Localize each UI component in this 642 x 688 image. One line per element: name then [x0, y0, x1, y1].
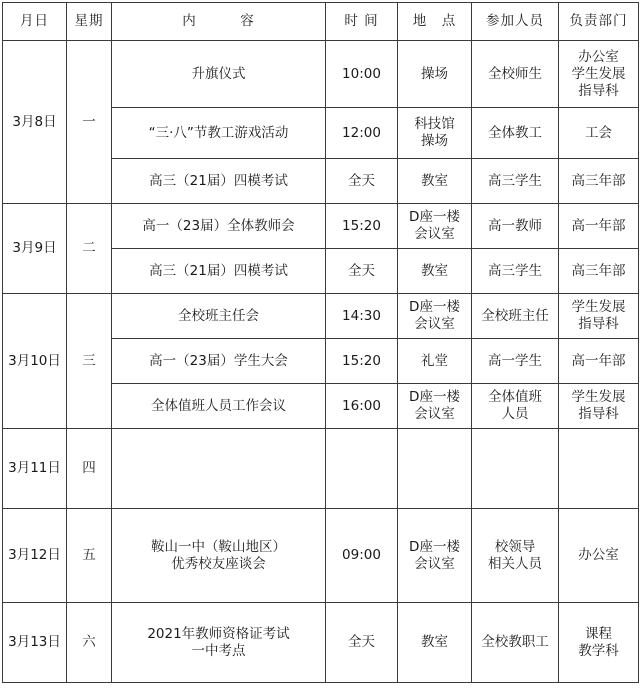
content-text: 全校班主任会	[178, 307, 259, 324]
department-cell	[559, 41, 639, 108]
participants-cell	[472, 339, 559, 384]
department-text: 课程 教学科	[578, 625, 619, 659]
department-cell	[559, 249, 639, 294]
weekday-cell: 二	[67, 204, 112, 294]
department-cell	[559, 509, 639, 603]
date-cell: 3月9日	[3, 204, 67, 294]
place-text: D座一楼 会议室	[409, 389, 460, 422]
weekday-cell: 五	[67, 509, 112, 603]
place-text: 教室	[421, 172, 448, 189]
place-text: 科技馆 操场	[414, 116, 455, 149]
time-cell: 全天	[326, 603, 398, 683]
table-row	[3, 509, 639, 603]
header-time: 时 间	[326, 3, 398, 41]
date-cell: 3月11日	[3, 429, 67, 509]
place-cell	[398, 339, 472, 384]
time-cell: 全天	[326, 249, 398, 294]
content-cell	[112, 429, 326, 509]
department-text: 工会	[585, 124, 612, 141]
content-text: 高三（21届）四模考试	[149, 172, 288, 189]
department-cell	[559, 384, 639, 429]
place-cell	[398, 159, 472, 204]
time-cell: 15:20	[326, 204, 398, 249]
department-cell	[559, 294, 639, 339]
participants-cell	[472, 384, 559, 429]
header-date: 月日	[3, 3, 67, 41]
time-cell: 09:00	[326, 509, 398, 603]
place-text: 礼堂	[421, 352, 448, 369]
content-text: 2021年教师资格证考试 一中考点	[147, 625, 290, 659]
content-cell	[112, 159, 326, 204]
participants-cell	[472, 204, 559, 249]
participants-text: 高三学生	[488, 262, 542, 279]
header-row	[3, 3, 639, 41]
date-cell: 3月10日	[3, 294, 67, 429]
place-cell	[398, 108, 472, 159]
place-cell	[398, 204, 472, 249]
participants-cell	[472, 429, 559, 509]
participants-text: 高一学生	[488, 352, 542, 369]
content-text: 高三（21届）四模考试	[149, 262, 288, 279]
time-cell: 全天	[326, 159, 398, 204]
place-cell	[398, 429, 472, 509]
department-cell	[559, 159, 639, 204]
time-cell: 15:20	[326, 339, 398, 384]
place-text: 操场	[421, 65, 448, 82]
weekday-cell: 一	[67, 41, 112, 204]
department-text: 高三年部	[571, 262, 626, 279]
place-cell	[398, 294, 472, 339]
place-text: 教室	[421, 262, 448, 279]
table-row	[3, 294, 639, 339]
content-text: 全体值班人员工作会议	[151, 397, 286, 414]
time-cell: 16:00	[326, 384, 398, 429]
participants-text: 全体值班 人员	[488, 389, 542, 422]
department-text: 学生发展 指导科	[571, 299, 626, 332]
place-cell	[398, 603, 472, 683]
date-cell: 3月13日	[3, 603, 67, 683]
table-row	[3, 429, 639, 509]
weekly-schedule-table	[2, 2, 639, 683]
place-text: D座一楼 会议室	[409, 538, 460, 572]
place-cell	[398, 509, 472, 603]
participants-cell	[472, 249, 559, 294]
content-cell	[112, 509, 326, 603]
time-cell	[326, 429, 398, 509]
participants-cell	[472, 108, 559, 159]
department-cell	[559, 429, 639, 509]
participants-cell	[472, 603, 559, 683]
table-row	[3, 41, 639, 108]
place-text: D座一楼 会议室	[409, 209, 460, 242]
header-participants: 参加人员	[472, 3, 559, 41]
table-row	[3, 603, 639, 683]
content-text: 升旗仪式	[191, 65, 246, 82]
department-text: 高一年部	[571, 217, 626, 234]
department-cell	[559, 108, 639, 159]
content-cell	[112, 41, 326, 108]
participants-text: 全校班主任	[481, 307, 549, 324]
content-cell	[112, 204, 326, 249]
content-text: 鞍山一中（鞍山地区） 优秀校友座谈会	[151, 538, 286, 572]
table-row	[3, 204, 639, 249]
participants-text: 全体教工	[488, 124, 542, 141]
content-text: 高一（23届）学生大会	[149, 352, 288, 369]
place-text: D座一楼 会议室	[409, 299, 460, 332]
place-text: 教室	[421, 634, 448, 650]
place-cell	[398, 249, 472, 294]
content-cell	[112, 603, 326, 683]
weekday-cell: 六	[67, 603, 112, 683]
department-text: 办公室 学生发展 指导科	[571, 48, 626, 99]
participants-text: 全校教职工	[481, 634, 549, 650]
content-cell	[112, 249, 326, 294]
participants-cell	[472, 159, 559, 204]
department-cell	[559, 204, 639, 249]
place-cell	[398, 384, 472, 429]
department-text: 高一年部	[571, 352, 626, 369]
place-cell	[398, 41, 472, 108]
participants-text: 全校师生	[488, 65, 542, 82]
participants-cell	[472, 509, 559, 603]
content-text: 高一（23届）全体教师会	[142, 217, 295, 234]
header-content: 内 容	[112, 3, 326, 41]
participants-text: 校领导 相关人员	[488, 538, 542, 572]
time-cell: 12:00	[326, 108, 398, 159]
content-cell	[112, 339, 326, 384]
participants-cell	[472, 41, 559, 108]
header-department: 负责部门	[559, 3, 639, 41]
time-cell: 14:30	[326, 294, 398, 339]
header-place: 地 点	[398, 3, 472, 41]
participants-cell	[472, 294, 559, 339]
content-cell	[112, 294, 326, 339]
weekday-cell: 三	[67, 294, 112, 429]
participants-text: 高三学生	[488, 172, 542, 189]
department-text: 高三年部	[571, 172, 626, 189]
time-cell: 10:00	[326, 41, 398, 108]
date-cell: 3月12日	[3, 509, 67, 603]
content-cell	[112, 384, 326, 429]
department-text: 办公室	[578, 547, 619, 563]
content-text: “三·八”节教工游戏活动	[148, 124, 289, 141]
participants-text: 高一教师	[488, 217, 542, 234]
header-weekday: 星期	[67, 3, 112, 41]
date-cell: 3月8日	[3, 41, 67, 204]
content-cell	[112, 108, 326, 159]
department-text: 学生发展 指导科	[571, 389, 626, 422]
department-cell	[559, 339, 639, 384]
department-cell	[559, 603, 639, 683]
weekday-cell: 四	[67, 429, 112, 509]
